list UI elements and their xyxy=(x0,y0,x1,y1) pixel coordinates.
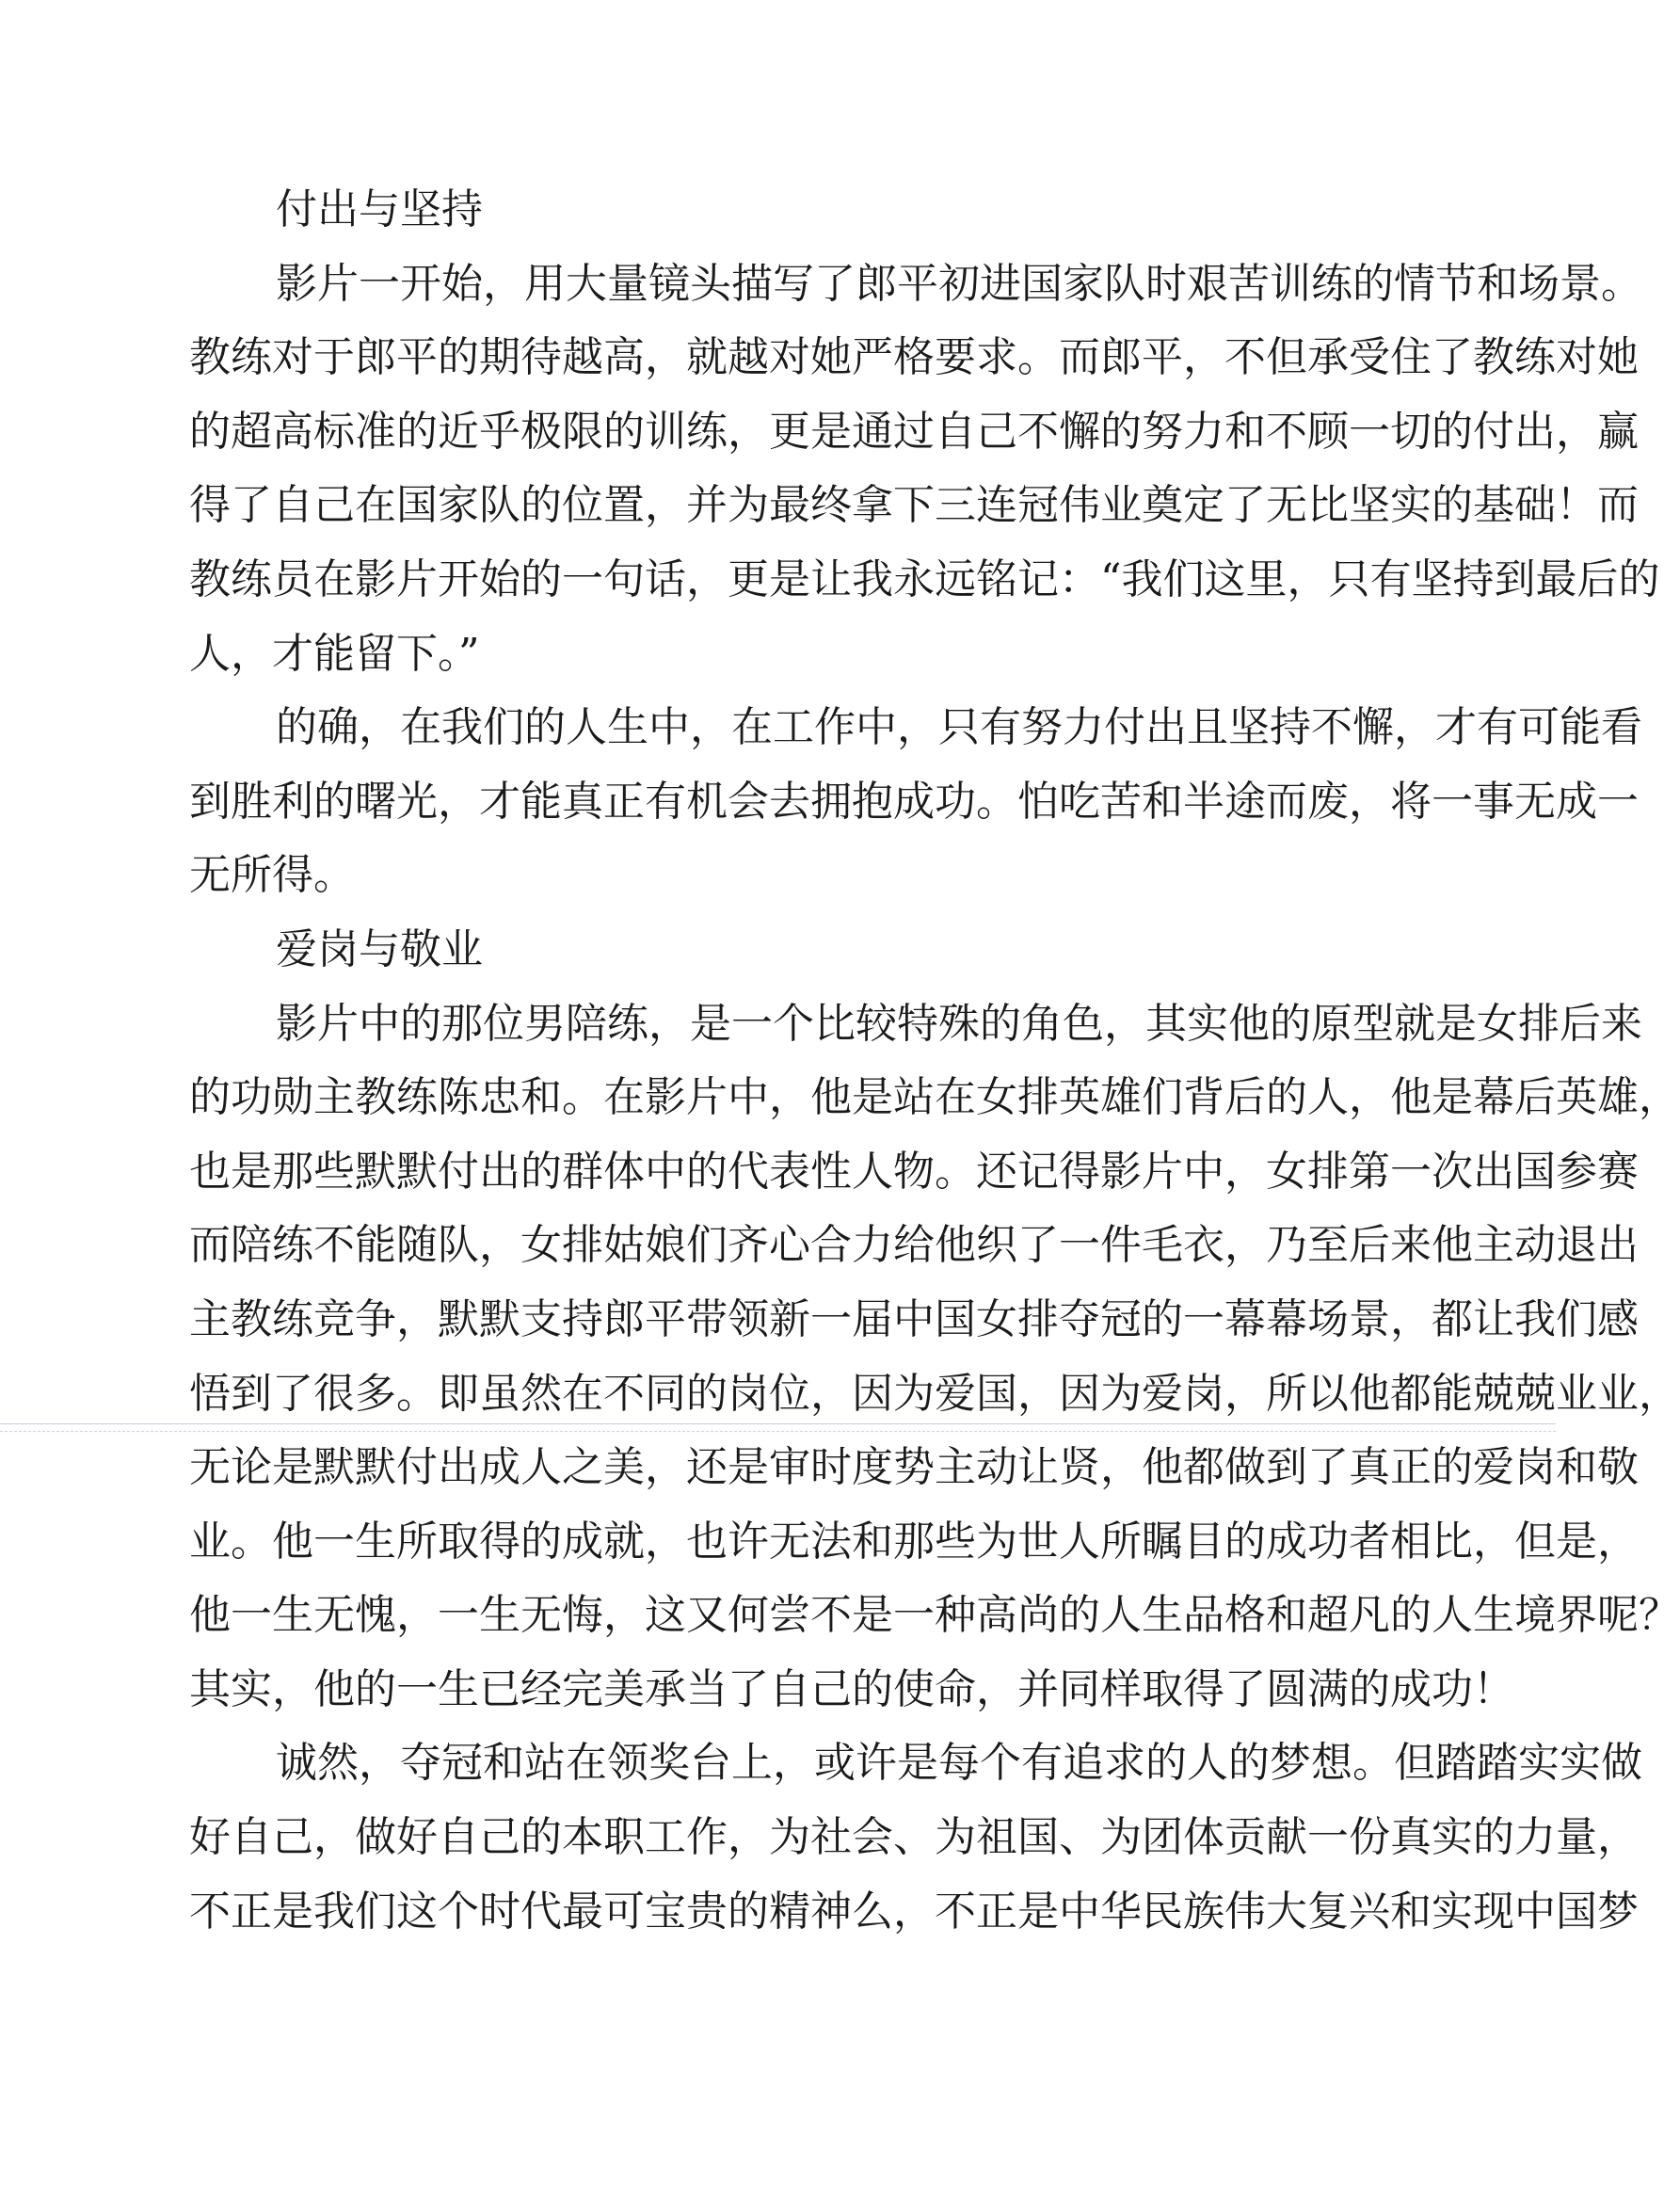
text-line: 不正是我们这个时代最可宝贵的精神么，不正是中华民族伟大复兴和实现中国梦 xyxy=(189,1887,1639,1936)
text-line: 教练员在影片开始的一句话，更是让我永远铭记：“我们这里，只有坚持到最后的 xyxy=(189,554,1660,603)
text-line: 无论是默默付出成人之美，还是审时度势主动让贤，他都做到了真正的爱岗和敬 xyxy=(189,1443,1639,1492)
paragraph xyxy=(189,248,1660,692)
text-line: 的超高标准的近乎极限的训练，更是通过自己不懈的努力和不顾一切的付出，赢 xyxy=(189,407,1639,456)
scan-artifact-line xyxy=(0,1431,1556,1432)
text-line: 影片中的那位男陪练，是一个比较特殊的角色，其实他的原型就是女排后来 xyxy=(276,999,1642,1048)
text-line: 主教练竞争，默默支持郎平带领新一届中国女排夺冠的一幕幕场景，都让我们感 xyxy=(189,1294,1639,1343)
text-line: 的确，在我们的人生中，在工作中，只有努力付出且坚持不懈，才有可能看 xyxy=(276,703,1642,752)
heading-text: 付出与坚持 xyxy=(276,185,483,233)
paragraph xyxy=(189,1727,1642,1949)
text-line: 无所得。 xyxy=(189,851,355,900)
text-line: 业。他一生所取得的成就，也许无法和那些为世人所瞩目的成功者相比，但是， xyxy=(189,1517,1639,1566)
text-line: 诚然，夺冠和站在领奖台上，或许是每个有追求的人的梦想。但踏踏实实做 xyxy=(276,1739,1642,1788)
text-line: 其实，他的一生已经完美承当了自己的使命，并同样取得了圆满的成功！ xyxy=(189,1664,1514,1713)
text-line: 人，才能留下。” xyxy=(189,629,480,678)
section-heading xyxy=(189,913,1368,988)
scan-artifact-line xyxy=(0,1423,1556,1424)
text-line: 而陪练不能随队，女排姑娘们齐心合力给他织了一件毛衣，乃至后来他主动退出 xyxy=(189,1221,1639,1270)
text-line: 好自己，做好自己的本职工作，为社会、为祖国、为团体贡献一份真实的力量， xyxy=(189,1813,1639,1862)
text-line: 他一生无愧，一生无悔，这又何尝不是一种高尚的人生品格和超凡的人生境界呢？ xyxy=(189,1591,1680,1640)
text-line: 教练对于郎平的期待越高，就越对她严格要求。而郎平，不但承受住了教练对她 xyxy=(189,333,1639,382)
section-heading xyxy=(189,173,1368,248)
text-line: 到胜利的曙光，才能真正有机会去拥抱成功。怕吃苦和半途而废，将一事无成一 xyxy=(189,777,1639,826)
text-line: 得了自己在国家队的位置，并为最终拿下三连冠伟业奠定了无比坚实的基础！而 xyxy=(189,481,1639,530)
document-body xyxy=(189,173,1680,1949)
text-line: 的功勋主教练陈忠和。在影片中，他是站在女排英雄们背后的人，他是幕后英雄， xyxy=(189,1073,1680,1122)
text-line: 悟到了很多。即虽然在不同的岗位，因为爱国，因为爱岗，所以他都能兢兢业业， xyxy=(189,1369,1680,1418)
paragraph xyxy=(189,691,1642,913)
text-line: 影片一开始，用大量镜头描写了郎平初进国家队时艰苦训练的情节和场景。 xyxy=(276,259,1642,308)
text-line: 也是那些默默付出的群体中的代表性人物。还记得影片中，女排第一次出国参赛 xyxy=(189,1147,1639,1196)
paragraph xyxy=(189,988,1680,1727)
heading-text: 爱岗与敬业 xyxy=(276,924,483,973)
